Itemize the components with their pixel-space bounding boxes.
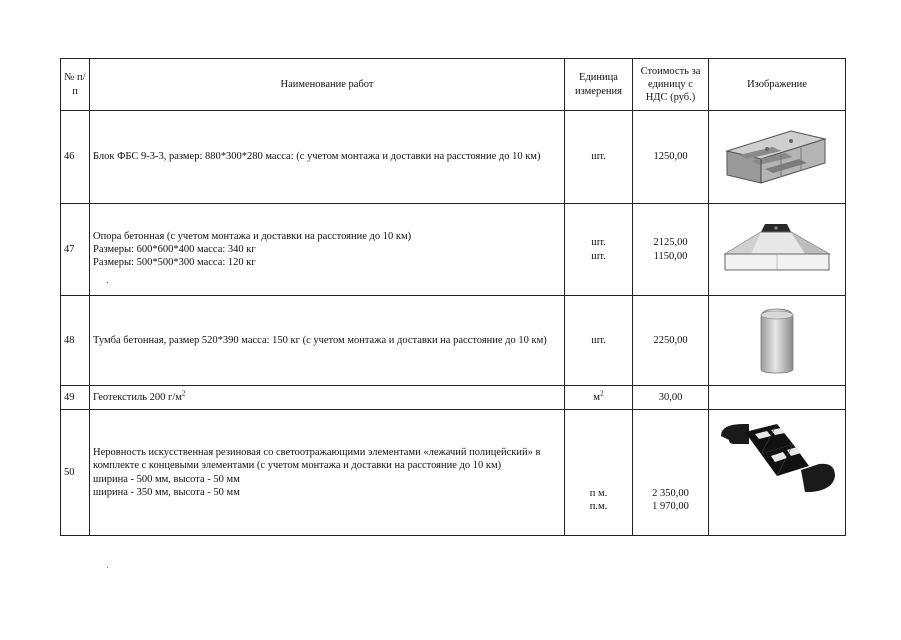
row-unit [565,410,633,536]
header-name: Наименование работ [90,59,565,111]
header-price: Стоимость за единицу с НДС (руб.) [633,59,709,111]
row-unit-value: шт. [591,237,606,249]
row-name-line: Тумба бетонная, размер 520*390 масса: 150 кг (с учетом монтажа и доставки на расстояние до 10 км) [93,334,547,346]
header-image: Изображение [709,59,846,111]
price-table [60,58,846,536]
row-name-line: Неровность искусственная резиновая со светоотражающими элементами «лежачий полицейский» в комплекте с концевыми элементами (с учетом монтажа и доставки на расстояние до 10 км) [93,447,541,472]
table-row [61,204,846,296]
row-number: 49 [61,386,90,410]
row-name-line: ширина - 500 мм, высота - 50 мм [93,473,240,485]
row-image [709,204,846,296]
row-name-line: Геотекстиль 200 г/м [93,391,182,403]
row-unit [565,296,633,386]
row-price-value: 2 350,00 [652,487,689,499]
row-image [709,111,846,204]
row-price-value: 1150,00 [653,250,688,262]
concrete-blocks-icon [721,125,833,189]
row-price [633,410,709,536]
table-row [61,296,846,386]
table-row [61,410,846,536]
row-unit-value: шт. [591,334,606,346]
row-unit-value: п.м. [589,500,608,512]
row-name-line: Блок ФБС 9-3-3, размер: 880*300*280 масса: (с учетом монтажа и доставки на расстояние до 10 км) [93,151,541,163]
row-price-value: 30,00 [658,391,683,403]
concrete-bollard-icon [757,307,797,375]
row-name [90,111,565,204]
row-number: 50 [61,410,90,536]
row-unit [565,386,633,410]
row-price [633,111,709,204]
speed-bump-icon [715,418,839,498]
row-unit [565,111,633,204]
row-image [709,296,846,386]
row-name [90,204,565,296]
row-price-value: 2250,00 [653,334,688,346]
table-row [61,386,846,410]
row-name-line: ширина - 350 мм, высота - 50 мм [93,486,240,498]
superscript: 2 [600,389,604,398]
row-number: 46 [61,111,90,204]
row-name-line: Опора бетонная (с учетом монтажа и доставки на расстояние до 10 км) [93,230,412,242]
row-price-value: 1 970,00 [652,500,689,512]
row-unit-value: шт. [591,250,606,262]
superscript: 2 [181,389,186,398]
row-name [90,386,565,410]
row-name [90,296,565,386]
table-row [61,111,846,204]
row-name-line: Размеры: 600*600*400 масса: 340 кг [93,243,256,255]
row-image [709,410,846,536]
row-name [90,410,565,536]
concrete-support-icon [721,220,833,280]
row-unit-value: шт. [591,151,606,163]
header-num: № п/п [61,59,90,111]
table-header-row [61,59,846,111]
row-name-line: Размеры: 500*500*300 масса: 120 кг [93,257,256,269]
row-unit-value: п м. [589,487,608,499]
row-number: 47 [61,204,90,296]
header-unit: Единица измерения [565,59,633,111]
row-unit [565,204,633,296]
row-unit-value: м [593,391,601,403]
row-price-value: 2125,00 [653,237,688,249]
row-price [633,296,709,386]
row-price [633,386,709,410]
row-image [709,386,846,410]
scan-speck [107,567,108,568]
scan-speck [107,282,108,283]
row-number: 48 [61,296,90,386]
row-price [633,204,709,296]
row-price-value: 1250,00 [653,151,688,163]
